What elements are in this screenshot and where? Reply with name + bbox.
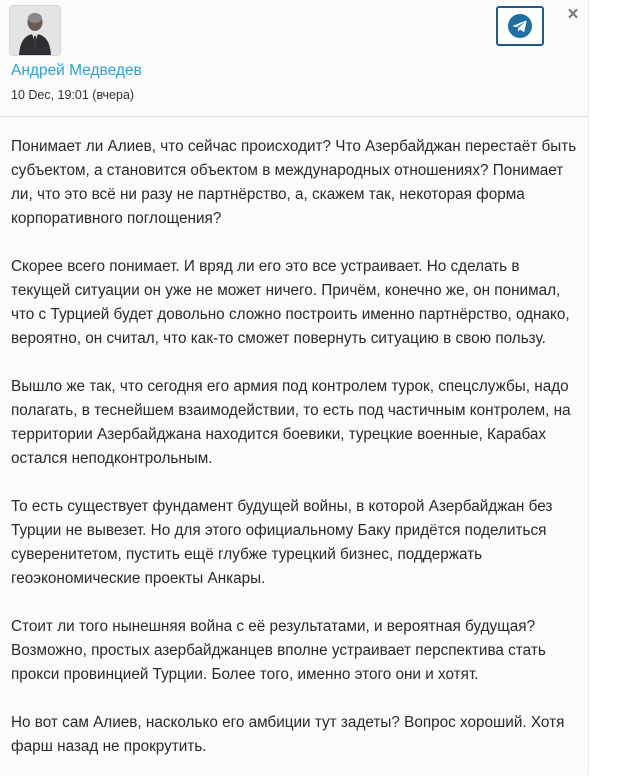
- telegram-icon: [508, 14, 532, 38]
- avatar[interactable]: [9, 5, 61, 56]
- post-body: [11, 135, 583, 783]
- close-button[interactable]: ×: [567, 4, 579, 25]
- post-paragraph: Скорее всего понимает. И вряд ли его это все устраивает. Но сделать в текущей ситуации он уже не может ничего. Причём, конечно же, он понимал, что с Турцией будет довольно сложно построить именно партнёрство, однако, вероятно, он считал, что как-то сможет повернуть ситуацию в свою пользу.: [11, 258, 570, 347]
- post-paragraph: Понимает ли Алиев, что сейчас происходит? Что Азербайджан перестаёт быть субъектом, а становится объектом в международных отношениях? Понимает ли, что это всё ни разу не партнёрство, а, скажем так, некоторая форма корпоративного поглощения?: [11, 138, 577, 227]
- author-name-link[interactable]: Андрей Медведев: [11, 62, 142, 79]
- post-paragraph: Стоит ли того нынешняя война с её результатами, и вероятная будущая? Возможно, простых азербайджанцев вполне устраивает перспектива стать прокси провинцией Турции. Более того, именно этого они и хотят.: [11, 618, 546, 683]
- post-timestamp: 10 Dec, 19:01 (вчера): [11, 88, 135, 102]
- post-header: [0, 0, 588, 117]
- post-paragraph: То есть существует фундамент будущей войны, в которой Азербайджан без Турции не вывезет. Но для этого официальному Баку придётся поделиться суверенитетом, пустить ещё глубже турецкий бизнес, поддержать геоэкономические проекты Анкары.: [11, 498, 553, 587]
- avatar-photo: [10, 6, 60, 55]
- post-paragraph: Но вот сам Алиев, насколько его амбиции тут задеты? Вопрос хороший. Хотя фарш назад не прокрутить.: [11, 714, 565, 755]
- post-paragraph: Вышло же так, что сегодня его армия под контролем турок, спецслужбы, надо полагать, в теснейшем взаимодействии, то есть под частичным контролем, на территории Азербайджана находится боевики, турецкие военные, Карабах остался неподконтрольным.: [11, 378, 571, 467]
- telegram-share-button[interactable]: [496, 6, 544, 46]
